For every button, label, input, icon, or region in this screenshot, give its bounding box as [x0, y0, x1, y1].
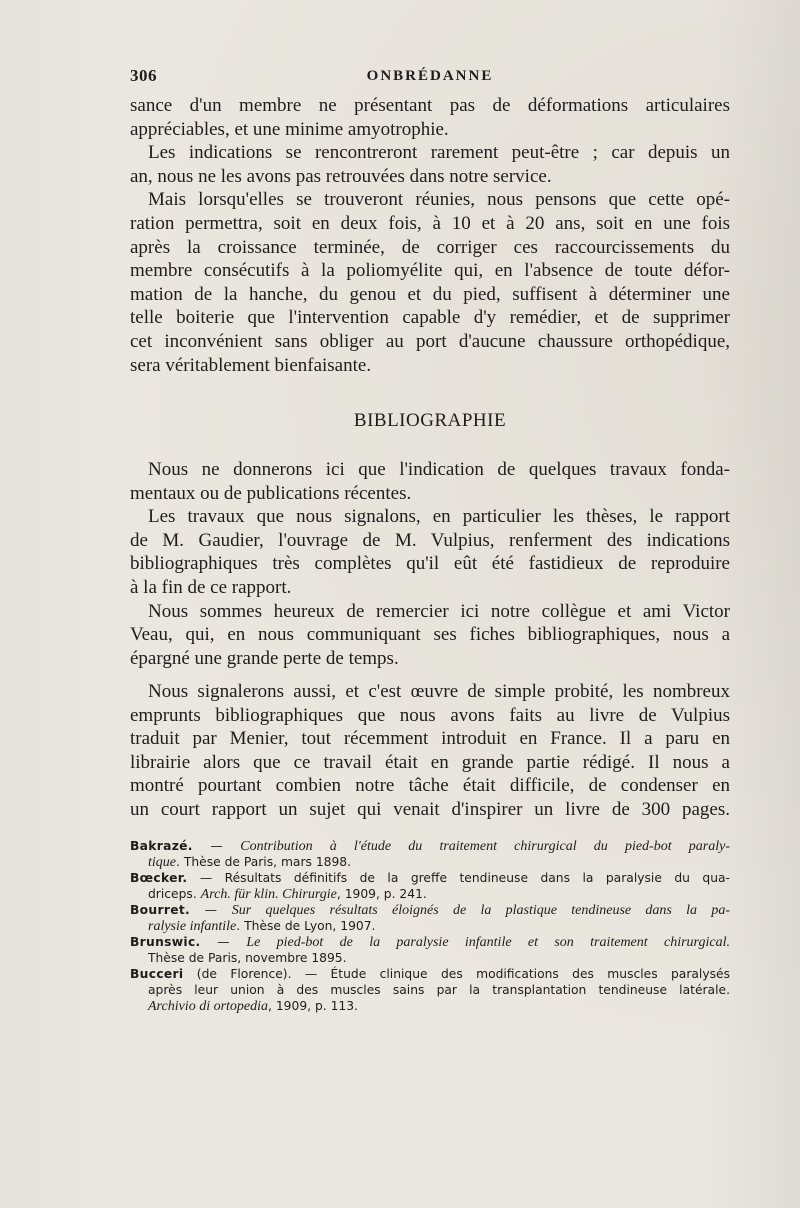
reference-line	[130, 886, 730, 902]
reference-author: Bakrazé.	[130, 839, 193, 853]
text-line: Nous sommes heureux de remercier ici notre collègue et ami Victor	[148, 600, 730, 622]
text-line: Veau, qui, en nous communiquant ses fiches bibliographiques, nous a	[130, 624, 730, 646]
reference-line	[130, 966, 730, 982]
text-line: an, nous ne les avons pas retrouvées dans notre service.	[130, 165, 552, 187]
text-line: de M. Gaudier, l'ouvrage de M. Vulpius, renferment des indications	[130, 529, 730, 551]
reference-title: ralysie infantile	[148, 919, 237, 934]
reference-journal: Archivio di ortopedia	[148, 999, 269, 1014]
text-line: mentaux ou de publications récentes.	[130, 482, 412, 504]
reference-line	[130, 918, 730, 934]
running-head: ONBRÉDANNE	[366, 68, 494, 84]
reference-line	[130, 934, 730, 950]
text-line: librairie alors que ce travail était en grande partie rédigé. Il nous a	[130, 751, 730, 773]
reference-dash: —	[200, 935, 247, 949]
paragraph-block-conclusion	[130, 94, 730, 377]
reference-author: Brunswic.	[130, 935, 201, 949]
paragraph-block-bibliography-intro	[130, 458, 730, 670]
text-line: après la croissance terminée, de corriger ces raccourcissements du	[130, 236, 730, 258]
text-line: emprunts bibliographiques que nous avons faits au livre de Vulpius	[130, 704, 730, 726]
page-number: 306	[130, 66, 157, 85]
reference-author: Bucceri	[130, 967, 184, 981]
reference-entry	[130, 902, 730, 934]
reference-title: Sur quelques résultats éloignés de la plastique tendineuse dans la pa-	[231, 903, 730, 918]
text-line: cet inconvénient sans obliger au port d'aucune chaussure orthopédique,	[130, 330, 730, 352]
reference-line	[130, 902, 730, 918]
reference-line	[130, 854, 730, 870]
reference-line	[130, 838, 730, 854]
reference-source: . Thèse de Lyon, 1907.	[236, 919, 376, 933]
text-line: bibliographiques très complètes qu'il eût été fastidieux de reproduire	[130, 553, 730, 575]
reference-list	[130, 838, 730, 1014]
text-line: Nous ne donnerons ici que l'indication de quelques travaux fonda-	[148, 459, 730, 480]
text-line: à la fin de ce rapport.	[130, 576, 292, 598]
reference-title: Le pied-bot de la paralysie infantile et son traitement chirurgical.	[246, 935, 730, 950]
text-line: épargné une grande perte de temps.	[130, 647, 399, 669]
reference-entry	[130, 934, 730, 966]
reference-line	[130, 998, 730, 1014]
text-line: membre consécutifs à la poliomyélite qui, en l'absence de toute défor-	[130, 260, 730, 282]
reference-line: après leur union à des muscles sains par la transplantation tendineuse latérale.	[148, 983, 730, 997]
reference-title: — Résultats définitifs de la greffe tendineuse dans la paralysie du qua-	[187, 871, 730, 885]
reference-author: Bœcker.	[130, 871, 188, 885]
reference-title: (de Florence). — Étude clinique des modifications des muscles paralysés	[183, 967, 730, 981]
text-line: Les travaux que nous signalons, en particulier les thèses, le rapport	[148, 506, 730, 528]
text-line: appréciables, et une minime amyotrophie.	[130, 118, 449, 140]
text-line: telle boiterie que l'intervention capable d'y remédier, et de supprimer	[130, 307, 730, 329]
reference-entry	[130, 838, 730, 870]
text-line: montré pourtant combien notre tâche était difficile, de condenser en	[130, 775, 730, 797]
text-line: Mais lorsqu'elles se trouveront réunies, nous pensons que cette opé-	[148, 189, 730, 211]
text-line: mation de la hanche, du genou et du pied, suffisent à déterminer une	[130, 283, 730, 305]
section-heading-bibliographie: BIBLIOGRAPHIE	[353, 410, 507, 431]
text-line: ration permettra, soit en deux fois, à 10 et à 20 ans, soit en une fois	[130, 212, 730, 234]
text-line: un court rapport un sujet qui venait d'inspirer un livre de 300 pages.	[130, 798, 730, 820]
text-line: sera véritablement bienfaisante.	[130, 354, 372, 376]
reference-source: , 1909, p. 113.	[268, 999, 358, 1013]
reference-entry	[130, 966, 730, 1014]
reference-author: Bourret.	[130, 903, 190, 917]
reference-dash: —	[190, 903, 232, 917]
paragraph-block-acknowledgement	[130, 680, 730, 822]
reference-line: Thèse de Paris, novembre 1895.	[148, 951, 347, 965]
text-line: sance d'un membre ne présentant pas de déformations articulaires	[130, 95, 730, 116]
reference-source: . Thèse de Paris, mars 1898.	[176, 855, 352, 869]
reference-title: Contribution à l'étude du traitement chirurgical du pied-bot paraly-	[240, 839, 730, 854]
reference-source: , 1909, p. 241.	[336, 887, 427, 901]
reference-dash: —	[192, 839, 241, 853]
reference-entry	[130, 870, 730, 902]
reference-journal: Arch. für klin. Chirurgie	[200, 887, 337, 902]
text-line: Les indications se rencontreront rarement peut-être ; car depuis un	[148, 142, 730, 164]
reference-title: tique	[148, 855, 176, 870]
text-line: Nous signalerons aussi, et c'est œuvre de simple probité, les nombreux	[148, 681, 730, 702]
page-header	[130, 66, 730, 92]
text-line: traduit par Menier, tout récemment introduit en France. Il a paru en	[130, 728, 730, 750]
reference-title: driceps.	[148, 887, 201, 901]
reference-line	[130, 870, 730, 886]
